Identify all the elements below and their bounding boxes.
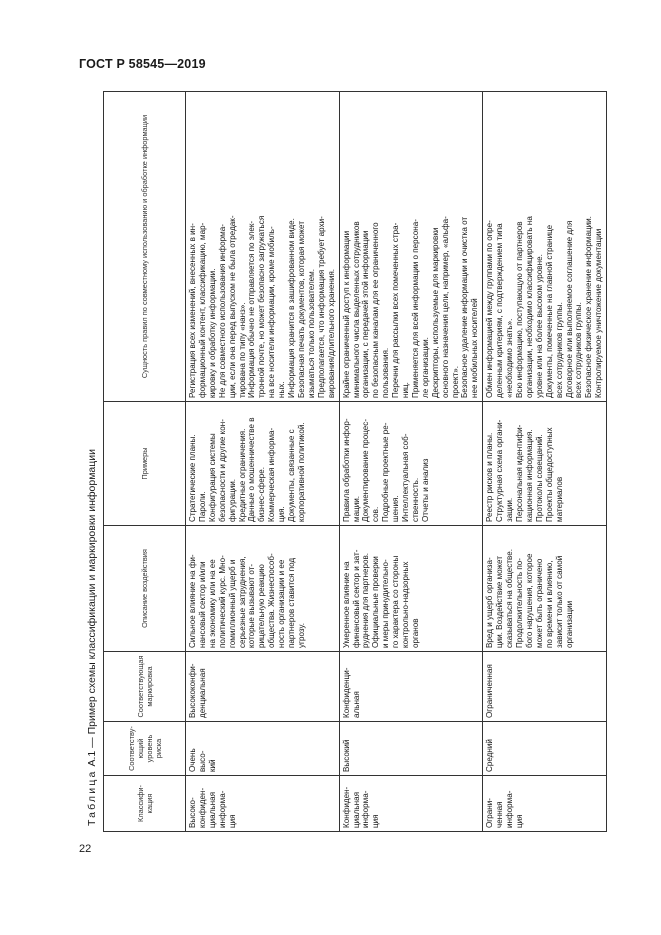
- standard-header: ГОСТ Р 58545—2019: [79, 57, 206, 71]
- cell-line: Данные о мошенничестве в: [247, 417, 257, 522]
- cell-line: ниц.: [401, 382, 411, 398]
- cell-line: Информация хранится в зашифрованном виде.: [287, 218, 297, 398]
- cell-line: всех сотрудников группы.: [554, 302, 564, 398]
- cell-line: ция: [515, 814, 524, 828]
- column-header-examples: Примеры: [104, 402, 186, 526]
- cell-line: вирования/длительного хранения.: [326, 268, 336, 398]
- table-body: [186, 92, 607, 832]
- cell-line: которые вызывают от-: [247, 563, 257, 648]
- cell-line: Коммерческая информа-: [267, 427, 277, 522]
- cell-line: ность организации и ее: [277, 559, 287, 648]
- cell-line: тронной почте, но может безопасно загружаться: [257, 215, 267, 398]
- cell-line: мации.: [351, 496, 361, 522]
- cell-line: денциальная: [197, 668, 207, 718]
- cell-line: Предполагается, что информация требует архи-: [316, 216, 326, 398]
- cell-line: го характера со стороны: [391, 555, 401, 648]
- cell-impact: [483, 526, 607, 652]
- cell-line: Структурная схема органи-: [495, 419, 505, 522]
- column-header-marking: Соответствующая маркировка: [104, 652, 186, 722]
- cell-line: Высококонфи-: [188, 663, 197, 718]
- cell-line: проект».: [450, 366, 460, 398]
- cell-line: кационная информация.: [524, 429, 534, 522]
- cell-line: Сильное влияние на фи-: [188, 554, 197, 648]
- cell-line: Проекты общедоступных: [544, 427, 554, 522]
- cell-line: Обмен информацией между группами по опре-: [485, 220, 495, 398]
- cell-line: формационный контент, классификацию, мар-: [197, 222, 207, 398]
- cell-line: всех сотрудников группы.: [574, 302, 584, 398]
- cell-line: Безопасная печать документов, которая может: [296, 221, 306, 398]
- cell-line: Конфигурация системы: [207, 433, 217, 522]
- cell-line: Продолжительность по-: [515, 558, 524, 648]
- cell-marking: [339, 652, 483, 722]
- cell-line: Персональная идентифи-: [515, 424, 524, 522]
- cell-examples: [339, 402, 483, 526]
- cell-line: кировку и обработку информации.: [207, 268, 217, 398]
- table-header-row: [104, 92, 186, 832]
- cell-classification: [186, 776, 340, 832]
- cell-line: Применяется для всей информации о персона-: [410, 219, 420, 398]
- cell-line: Конфиден-: [341, 786, 351, 828]
- cell-line: конфиден-: [197, 787, 207, 828]
- cell-marking: [483, 652, 607, 722]
- cell-line: по времени и влиянию,: [544, 560, 554, 648]
- cell-line: фигурации.: [227, 478, 237, 522]
- cell-line: серьезные затруднения,: [237, 556, 247, 648]
- cell-line: Отчеты и анализ: [420, 458, 430, 522]
- cell-line: Ограни-: [485, 798, 495, 828]
- cell-line: зависит только от самой: [554, 555, 564, 648]
- cell-line: корпоративной политикой.: [296, 422, 306, 522]
- cell-classification: [339, 776, 483, 832]
- cell-line: Вред и ущерб организа-: [485, 557, 495, 648]
- cell-line: политический курс. Мно-: [217, 555, 227, 648]
- column-header-risk: Соответству-ющий уровень риска: [104, 722, 186, 776]
- table-caption: [86, 96, 98, 826]
- cell-line: Подробные проектные ре-: [381, 422, 391, 522]
- cell-line: Конфиденци-: [341, 667, 351, 718]
- cell-line: ция: [227, 814, 237, 828]
- cell-line: общества. Жизнеспособ-: [267, 553, 277, 648]
- cell-line: партнеров ставится под: [287, 557, 297, 648]
- cell-line: руднения для партнеров.: [361, 552, 371, 648]
- cell-line: Документы, помеченные на главной странице: [544, 224, 554, 398]
- cell-line: организации: [564, 600, 574, 648]
- cell-line: Не для совместного использования информа-: [217, 224, 227, 398]
- caption-title: — Пример схемы классификации и маркировки информации: [86, 448, 98, 748]
- cell-line: сказываться на обществе.: [505, 549, 515, 648]
- cell-line: деленным критериям, с подтверждением типа: [495, 223, 505, 398]
- cell-line: ция.: [277, 506, 287, 522]
- cell-line: и меры принудительно-: [381, 559, 391, 648]
- page-number: 22: [79, 843, 92, 855]
- cell-line: Средний: [485, 739, 495, 772]
- cell-line: циальная: [207, 792, 217, 828]
- cell-rules: [339, 92, 483, 402]
- cell-rules: [483, 92, 607, 402]
- cell-impact: [339, 526, 483, 652]
- cell-line: угрозу.: [296, 622, 306, 648]
- cell-line: зации.: [505, 497, 515, 522]
- cell-line: изыматься только пользователем.: [306, 269, 316, 398]
- cell-line: циальная: [351, 792, 361, 828]
- cell-line: ных.: [277, 381, 287, 398]
- column-header-classification: Классифи-кация: [104, 776, 186, 832]
- cell-line: Дескрипторы, используемые для маркировки: [430, 227, 440, 398]
- cell-line: организации, с передачей этой информации: [361, 230, 371, 398]
- cell-line: Высокий: [341, 739, 351, 772]
- cell-line: «необходимо знать».: [505, 318, 515, 398]
- cell-line: Правила обработки инфор-: [341, 418, 351, 522]
- cell-line: организации, необходимо классифицировать на: [524, 216, 534, 398]
- cell-line: Договорное или выполняемое соглашение для: [564, 220, 574, 398]
- cell-line: безопасности и другие кон-: [217, 419, 227, 522]
- cell-line: материалов: [554, 476, 564, 522]
- cell-line: кий: [207, 759, 217, 772]
- cell-line: Стратегические планы.: [188, 434, 197, 522]
- cell-line: Интеллектуальная соб-: [401, 433, 411, 522]
- cell-line: органов: [410, 618, 420, 648]
- cell-impact: [186, 526, 340, 652]
- cell-line: Перечни для рассылки всех помеченных стра-: [391, 222, 401, 398]
- cell-marking: [186, 652, 340, 722]
- cell-line: гомиллионный ущерб и: [227, 559, 237, 648]
- cell-line: контрольно-надзорных: [401, 561, 411, 648]
- cell-line: Контролируемое уничтожение документации: [594, 228, 604, 398]
- caption-number: А.1: [86, 750, 98, 767]
- cell-line: Пароли.: [197, 491, 207, 522]
- cell-line: Документы, связанные с: [287, 429, 297, 522]
- cell-line: тирована по типу «нанз».: [237, 302, 247, 398]
- cell-line: ственность.: [410, 477, 420, 522]
- cell-line: нее мобильных носителей: [470, 298, 480, 398]
- cell-risk: [483, 722, 607, 776]
- column-header-rules: Сущность правил по совместному использованию и обработке информации: [104, 92, 186, 402]
- table-row: [186, 92, 340, 832]
- cell-line: Регистрация всех изменений, внесенных в ин-: [188, 223, 197, 398]
- cell-line: бизнес-сфере.: [257, 466, 267, 522]
- cell-line: может быть ограничено: [534, 558, 544, 648]
- cell-line: уровне или на более высоком уровне.: [534, 254, 544, 398]
- cell-examples: [483, 402, 607, 526]
- cell-line: ция: [371, 814, 381, 828]
- rotated-table-block: [86, 92, 604, 832]
- cell-line: Безопасное физическое хранение информации.: [584, 216, 594, 398]
- cell-line: минимального числа выделенных сотрудников: [351, 221, 361, 398]
- cell-line: на экономику или на ее: [207, 559, 217, 648]
- cell-line: Ограниченная: [485, 664, 495, 718]
- table-row: [483, 92, 607, 832]
- cell-line: Крайне ограниченный доступ к информации: [341, 230, 351, 398]
- cell-line: информа-: [361, 790, 371, 828]
- cell-line: на все носители информации, кроме мобиль-: [267, 226, 277, 398]
- caption-label: Таблица: [86, 769, 98, 826]
- cell-line: Очень высо-: [188, 748, 207, 772]
- cell-line: шения.: [391, 495, 401, 522]
- cell-line: информа-: [505, 790, 515, 828]
- cell-rules: [186, 92, 340, 402]
- cell-line: нансовый сектор и/или: [197, 561, 207, 648]
- cell-line: Высоко-: [188, 797, 197, 828]
- cell-line: ции, если она перед выпуском не была отредак-: [227, 215, 237, 398]
- column-header-impact: Описание воздействия: [104, 526, 186, 652]
- cell-line: Реестр рисков и планы.: [485, 432, 495, 522]
- cell-line: Умеренное влияние на: [341, 561, 351, 648]
- cell-line: пользования.: [381, 347, 391, 398]
- cell-line: ченная: [495, 801, 505, 828]
- cell-line: Документирование процес-: [361, 418, 371, 522]
- cell-line: Безопасное удаление информации и очистка от: [460, 216, 470, 398]
- cell-line: Протоколы совещаний.: [534, 434, 544, 522]
- cell-line: альная: [351, 691, 361, 718]
- cell-risk: [186, 722, 340, 776]
- cell-line: информа-: [217, 790, 227, 828]
- cell-classification: [483, 776, 607, 832]
- cell-line: Кредитные ограничения.: [237, 428, 247, 522]
- cell-line: по безопасным каналам для ее ограниченного: [371, 222, 381, 398]
- cell-line: Всю информацию, поступающую от партнеров: [515, 221, 524, 398]
- cell-line: сов.: [371, 506, 381, 522]
- cell-line: бого нарушения, которое: [524, 553, 534, 648]
- cell-line: ции. Воздействие может: [495, 556, 505, 648]
- cell-line: основного назначения цели, например, «альфа-: [440, 216, 450, 398]
- cell-examples: [186, 402, 340, 526]
- cell-line: ле организации.: [420, 337, 430, 398]
- cell-risk: [339, 722, 483, 776]
- cell-line: Официальные проверки: [371, 556, 381, 648]
- table-row: [339, 92, 483, 832]
- cell-line: рицательную реакцию: [257, 564, 267, 648]
- classification-table: [103, 91, 607, 832]
- cell-line: Информация обычно не отправляется по элек-: [247, 220, 257, 398]
- cell-line: финансовый сектор и зат-: [351, 549, 361, 648]
